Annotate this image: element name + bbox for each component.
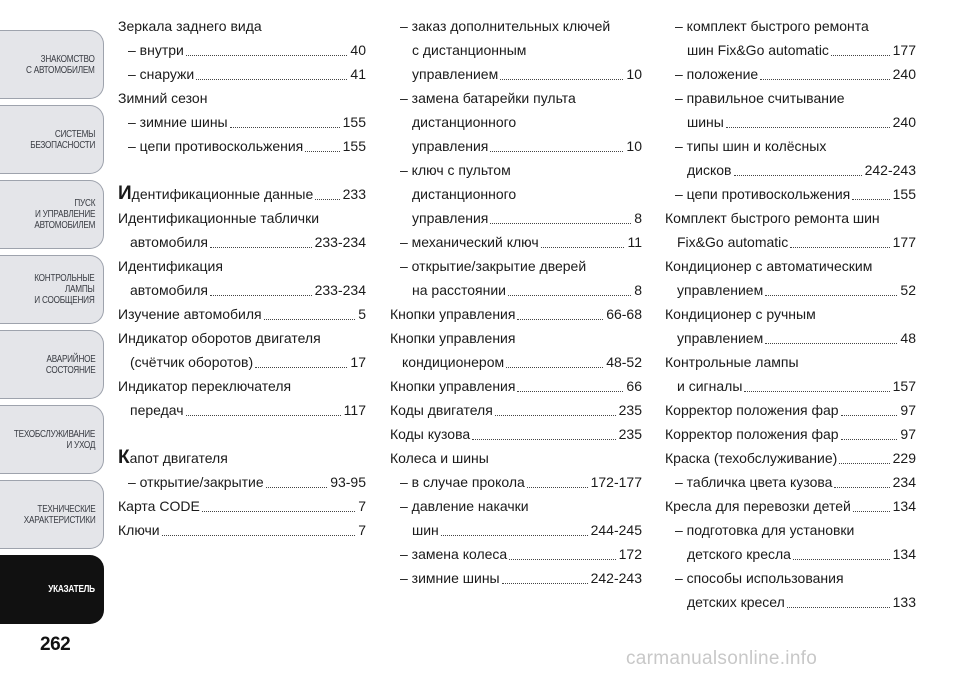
dot-leader — [315, 199, 339, 200]
entry-text: – замена батарейки пульта — [400, 90, 576, 106]
entry-text: Кондиционер с ручным — [665, 306, 816, 322]
index-subentry — [390, 230, 642, 254]
entry-page: 234 — [892, 474, 916, 490]
index-subentry — [665, 470, 916, 494]
entry-text: – правильное считывание — [675, 90, 845, 106]
index-entry — [665, 422, 916, 446]
entry-page: 40 — [350, 42, 366, 58]
tab-label: ТЕХНИЧЕСКИЕ ХАРАКТЕРИСТИКИ — [23, 503, 95, 526]
index-subentry — [118, 62, 366, 86]
entry-text: Идентификационные данные — [118, 183, 314, 204]
entry-page: 177 — [892, 234, 916, 250]
index-entry — [118, 206, 366, 254]
index-subentry — [390, 566, 642, 590]
entry-text: – внутри — [128, 42, 184, 58]
entry-page: 172 — [618, 546, 642, 562]
dot-leader — [841, 439, 898, 440]
entry-text: автомобиля — [130, 282, 208, 298]
entry-text: – давление накачки — [400, 498, 529, 514]
entry-text: дисков — [687, 162, 732, 178]
dot-leader — [765, 343, 897, 344]
index-column-2 — [390, 14, 642, 590]
index-subentry — [665, 134, 916, 182]
dot-leader — [266, 487, 328, 488]
entry-text: управления — [412, 138, 489, 154]
index-subentry — [118, 110, 366, 134]
index-subentry — [390, 14, 642, 86]
index-entry — [390, 302, 642, 326]
dot-leader — [508, 295, 631, 296]
section-tabs — [0, 30, 104, 630]
entry-text: Fix&Go automatic — [677, 234, 789, 250]
tab-label: СИСТЕМЫ БЕЗОПАСНОСТИ — [30, 128, 95, 151]
tab-section-7[interactable] — [0, 480, 104, 549]
entry-page: 155 — [342, 114, 366, 130]
index-subentry — [390, 254, 642, 302]
index-subentry — [665, 62, 916, 86]
entry-text: шины — [687, 114, 724, 130]
entry-text: – заказ дополнительных ключей — [400, 18, 611, 34]
entry-text: – цепи противоскольжения — [128, 138, 304, 154]
entry-page: 66-68 — [606, 306, 642, 322]
entry-text: управлением — [412, 66, 499, 82]
entry-page: 93-95 — [330, 474, 366, 490]
entry-page: 66 — [626, 378, 642, 394]
dot-leader — [500, 79, 623, 80]
page-number: 262 — [40, 634, 71, 655]
entry-text: Ключи — [118, 522, 160, 538]
entry-text: – типы шин и колёсных — [675, 138, 827, 154]
entry-text: Кондиционер с автоматическим — [665, 258, 873, 274]
entry-page: 233-234 — [314, 234, 366, 250]
spacer — [118, 422, 366, 446]
entry-text: – табличка цвета кузова — [675, 474, 833, 490]
watermark: carmanualsonline.info — [626, 648, 818, 669]
dot-leader — [162, 535, 356, 536]
entry-page: 134 — [892, 498, 916, 514]
entry-text: шин — [412, 522, 439, 538]
dot-leader — [509, 559, 615, 560]
tab-label: УКАЗАТЕЛЬ — [48, 584, 95, 595]
entry-page: 48-52 — [606, 354, 642, 370]
entry-page: 177 — [892, 42, 916, 58]
tab-section-1[interactable] — [0, 30, 104, 99]
entry-page: 41 — [350, 66, 366, 82]
entry-page: 240 — [892, 66, 916, 82]
entry-text: – замена колеса — [400, 546, 508, 562]
dot-leader — [495, 415, 616, 416]
index-entry — [118, 86, 366, 110]
index-subentry — [118, 134, 366, 158]
entry-page: 133 — [892, 594, 916, 610]
dot-leader — [726, 127, 890, 128]
drop-letter: И — [118, 183, 132, 204]
index-subentry — [665, 518, 916, 566]
entry-text: Корректор положения фар — [665, 402, 839, 418]
dot-leader — [831, 55, 890, 56]
entry-text: – способы использования — [675, 570, 844, 586]
tab-section-4[interactable] — [0, 255, 104, 324]
index-entry — [390, 326, 642, 374]
index-entry — [390, 374, 642, 398]
index-subentry — [390, 470, 642, 494]
index-subentry — [118, 470, 366, 494]
index-entry — [665, 398, 916, 422]
entry-text: Корректор положения фар — [665, 426, 839, 442]
entry-page: 242-243 — [864, 162, 916, 178]
dot-leader — [305, 151, 339, 152]
entry-text: – зимние шины — [400, 570, 500, 586]
entry-page: 172-177 — [590, 474, 642, 490]
entry-text: Кресла для перевозки детей — [665, 498, 851, 514]
entry-page: 48 — [900, 330, 916, 346]
entry-text: передач — [130, 402, 184, 418]
dot-leader — [472, 439, 615, 440]
entry-text: – в случае прокола — [400, 474, 525, 490]
index-entry — [118, 302, 366, 326]
entry-text: автомобиля — [130, 234, 208, 250]
dot-leader — [196, 79, 347, 80]
dot-leader — [186, 415, 341, 416]
index-entry — [665, 254, 916, 302]
entry-text: – открытие/закрытие — [128, 474, 264, 490]
dot-leader — [517, 391, 623, 392]
entry-text: – ключ с пультом — [400, 162, 511, 178]
entry-page: 242-243 — [590, 570, 642, 586]
dot-leader — [210, 247, 312, 248]
tab-section-6[interactable] — [0, 405, 104, 474]
entry-page: 155 — [342, 138, 366, 154]
index-entry — [665, 302, 916, 350]
entry-page: 233-234 — [314, 282, 366, 298]
dot-leader — [210, 295, 312, 296]
entry-text: Индикатор оборотов двигателя — [118, 330, 321, 346]
index-subentry — [665, 86, 916, 134]
entry-text: – подготовка для установки — [675, 522, 855, 538]
entry-text: Кнопки управления — [390, 378, 516, 394]
dot-leader — [793, 559, 890, 560]
index-entry — [118, 374, 366, 422]
entry-text: Карта CODE — [118, 498, 200, 514]
entry-page: 7 — [358, 522, 366, 538]
entry-text: Коды кузова — [390, 426, 471, 442]
entry-page: 11 — [627, 234, 642, 250]
dot-leader — [834, 487, 889, 488]
index-entry — [390, 446, 642, 470]
entry-text: детского кресла — [687, 546, 791, 562]
index-entry — [118, 326, 366, 374]
index-subentry — [390, 86, 642, 158]
index-entry — [665, 494, 916, 518]
dot-leader — [441, 535, 588, 536]
index-subentry — [665, 182, 916, 206]
entry-page: 97 — [900, 402, 916, 418]
index-subentry — [390, 494, 642, 542]
index-entry — [665, 350, 916, 398]
entry-text-cont: дистанционного — [412, 186, 517, 202]
index-subentry — [665, 14, 916, 62]
index-entry — [118, 494, 366, 518]
dot-leader — [760, 79, 889, 80]
dot-leader — [527, 487, 588, 488]
entry-text: и сигналы — [677, 378, 743, 394]
spacer — [118, 158, 366, 182]
dot-leader — [517, 319, 603, 320]
entry-text: кондиционером — [402, 354, 505, 370]
entry-page: 155 — [892, 186, 916, 202]
entry-page: 97 — [900, 426, 916, 442]
drop-letter: К — [118, 447, 130, 468]
dot-leader — [787, 607, 890, 608]
entry-page: 235 — [618, 426, 642, 442]
index-subentry — [390, 542, 642, 566]
dot-leader — [186, 55, 348, 56]
entry-text: управлением — [677, 330, 764, 346]
dot-leader — [744, 391, 889, 392]
dot-leader — [255, 367, 347, 368]
entry-text: управления — [412, 210, 489, 226]
tab-section-8[interactable] — [0, 555, 104, 624]
entry-page: 134 — [892, 546, 916, 562]
dot-leader — [230, 127, 340, 128]
entry-page: 233 — [342, 186, 366, 202]
entry-text-cont: дистанционного — [412, 114, 517, 130]
tab-label: ЗНАКОМСТВО С АВТОМОБИЛЕМ — [26, 53, 95, 76]
index-entry — [390, 422, 642, 446]
index-subentry — [665, 566, 916, 614]
dot-leader — [841, 415, 898, 416]
tab-label: ПУСК И УПРАВЛЕНИЕ АВТОМОБИЛЕМ — [34, 198, 95, 231]
entry-text: Зимний сезон — [118, 90, 208, 106]
entry-text: Колеса и шины — [390, 450, 489, 466]
dot-leader — [734, 175, 862, 176]
index-entry — [118, 182, 366, 206]
index-subentry — [118, 38, 366, 62]
entry-text: детских кресел — [687, 594, 785, 610]
entry-text: управлением — [677, 282, 764, 298]
dot-leader — [490, 151, 623, 152]
entry-page: 229 — [892, 450, 916, 466]
entry-text: шин Fix&Go automatic — [687, 42, 829, 58]
tab-label: ТЕХОБСЛУЖИВАНИЕ И УХОД — [13, 428, 95, 451]
entry-page: 10 — [626, 66, 642, 82]
index-entry — [390, 398, 642, 422]
entry-text: Комплект быстрого ремонта шин — [665, 210, 880, 226]
dot-leader — [506, 367, 603, 368]
entry-text: Краска (техобслуживание) — [665, 450, 838, 466]
index-column-1 — [118, 14, 366, 542]
entry-page: 10 — [626, 138, 642, 154]
tab-section-3[interactable] — [0, 180, 104, 249]
entry-text: Индикатор переключателя — [118, 378, 292, 394]
entry-page: 7 — [358, 498, 366, 514]
dot-leader — [790, 247, 889, 248]
entry-text-cont: с дистанционным — [412, 42, 527, 58]
entry-text: Идентификация — [118, 258, 223, 274]
dot-leader — [202, 511, 355, 512]
entry-text: – цепи противоскольжения — [675, 186, 851, 202]
tab-section-5[interactable] — [0, 330, 104, 399]
dot-leader — [502, 583, 588, 584]
dot-leader — [264, 319, 356, 320]
entry-page: 8 — [634, 210, 642, 226]
entry-text: Кнопки управления — [390, 330, 516, 346]
index-entry — [665, 206, 916, 254]
index-entry — [665, 446, 916, 470]
index-entry — [118, 14, 366, 38]
entry-text: – комплект быстрого ремонта — [675, 18, 869, 34]
tab-label: АВАРИЙНОЕ СОСТОЯНИЕ — [45, 353, 95, 376]
dot-leader — [853, 511, 890, 512]
entry-page: 157 — [892, 378, 916, 394]
dot-leader — [490, 223, 631, 224]
entry-page: 244-245 — [590, 522, 642, 538]
index-entry — [118, 254, 366, 302]
tab-label: КОНТРОЛЬНЫЕ ЛАМПЫ И СООБЩЕНИЯ — [34, 273, 95, 306]
index-subentry — [390, 158, 642, 230]
entry-text: Изучение автомобиля — [118, 306, 262, 322]
entry-text: – открытие/закрытие дверей — [400, 258, 587, 274]
index-entry — [118, 446, 366, 470]
tab-section-2[interactable] — [0, 105, 104, 174]
entry-text: на расстоянии — [412, 282, 506, 298]
entry-text: Кнопки управления — [390, 306, 516, 322]
entry-text: Коды двигателя — [390, 402, 493, 418]
entry-text: Капот двигателя — [118, 447, 228, 468]
entry-text: Зеркала заднего вида — [118, 18, 262, 34]
entry-text: – снаружи — [128, 66, 195, 82]
entry-page: 52 — [900, 282, 916, 298]
entry-text: Идентификационные таблички — [118, 210, 320, 226]
entry-page: 117 — [343, 402, 366, 418]
dot-leader — [839, 463, 889, 464]
index-entry — [118, 518, 366, 542]
entry-text: (счётчик оборотов) — [130, 354, 254, 370]
entry-page: 5 — [358, 306, 366, 322]
dot-leader — [541, 247, 625, 248]
index-column-3 — [665, 14, 916, 614]
dot-leader — [852, 199, 889, 200]
entry-page: 17 — [350, 354, 366, 370]
entry-text: Контрольные лампы — [665, 354, 799, 370]
entry-page: 235 — [618, 402, 642, 418]
entry-text: – зимние шины — [128, 114, 228, 130]
dot-leader — [765, 295, 897, 296]
entry-text: – положение — [675, 66, 759, 82]
entry-page: 8 — [634, 282, 642, 298]
entry-text: – механический ключ — [400, 234, 539, 250]
entry-page: 240 — [892, 114, 916, 130]
